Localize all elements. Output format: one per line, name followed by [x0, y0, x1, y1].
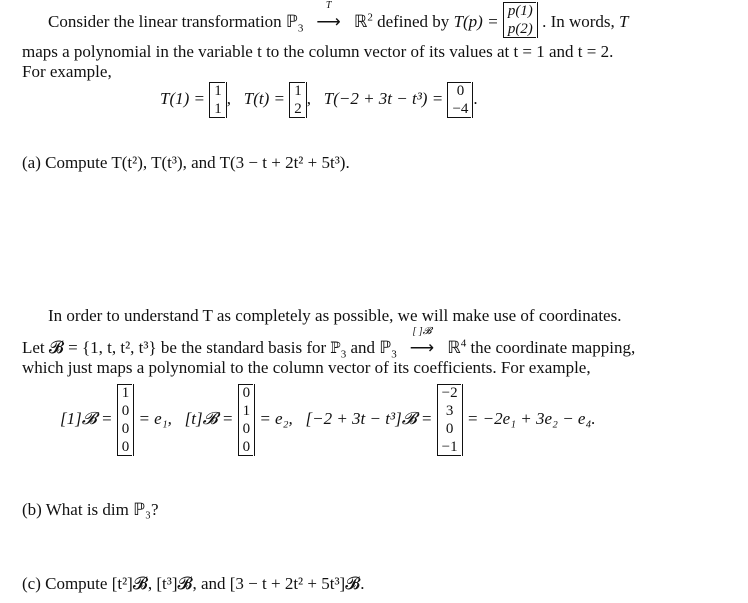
t-def-vector: [503, 2, 538, 38]
vec-entry: 0: [242, 439, 251, 455]
vec-entry: 2: [294, 101, 302, 117]
coords-text-d: the coordinate mapping,: [470, 338, 636, 357]
intro-t: T: [619, 11, 629, 31]
coord-example-2-lhs: [t]𝓑 =: [184, 408, 234, 428]
coord-examples-row: [60, 384, 596, 456]
coords-text-c: ℝ: [447, 338, 461, 357]
part-b: (b) What is dim ℙ₃?: [22, 500, 159, 519]
intro-sup: 2: [367, 11, 373, 24]
coords-line-3: which just maps a polynomial to the column vector of its coefficients. For example,: [22, 358, 591, 377]
example-1-lhs: T(1) =: [160, 88, 205, 108]
coord-example-3-vector: [437, 384, 463, 456]
vec-entry: 0: [456, 83, 465, 99]
coord-example-2-vector: [238, 384, 256, 456]
example-1-vector: [209, 82, 227, 118]
coords-sub: 3: [340, 348, 347, 361]
coord-example-3-lhs: [−2 + 3t − t³]𝓑 =: [305, 408, 433, 428]
transform-arrow: T ⟶: [308, 12, 350, 32]
intro-text-a: Consider the linear transformation ℙ: [48, 11, 298, 31]
coord-example-3-rhs: = −2e₁ + 3e₂ − e₄.: [466, 408, 596, 428]
coord-arrow: [ ]𝓑 ⟶: [401, 338, 443, 358]
vec-entry: 0: [242, 421, 251, 437]
coords-line-1: In order to understand T as completely as possible, we will make use of coordinates.: [48, 306, 622, 325]
arrow-label: T: [325, 0, 332, 11]
vec-entry: 0: [445, 421, 454, 437]
vec-entry: 1: [214, 101, 222, 117]
intro-text-b: ℝ: [353, 11, 368, 31]
coord-example-1-lhs: [1]𝓑 =: [60, 408, 113, 428]
examples-row: T(1) = 1 1 , T(t) = 1 2 , T(−2 + 3t − t³) = 0 −4 .: [160, 83, 478, 117]
vec-entry: −4: [452, 101, 469, 117]
vec-entry: 1: [121, 385, 130, 401]
coord-example-2-rhs: = e₂,: [259, 408, 293, 428]
arrow-label: [ ]𝓑: [412, 326, 432, 337]
coords-line-2: [22, 326, 636, 361]
vec-entry: −1: [441, 439, 458, 455]
vec-entry: 0: [242, 385, 251, 401]
vec-entry: 1: [214, 83, 222, 99]
coord-example-1-rhs: = e₁,: [138, 408, 172, 428]
example-3-vector: [447, 82, 473, 118]
vec-entry: 3: [445, 403, 454, 419]
example-3-lhs: T(−2 + 3t − t³) =: [323, 88, 444, 108]
vec-entry: 0: [121, 439, 130, 455]
intro-line-1: [48, 0, 629, 38]
example-2-lhs: T(t) =: [243, 88, 285, 108]
intro-line-3: For example,: [22, 62, 112, 81]
coords-sub: 3: [391, 348, 397, 361]
intro-sub: 3: [297, 22, 304, 35]
t-def-lhs: T(p) =: [453, 11, 499, 31]
vec-entry: 0: [121, 421, 130, 437]
intro-line-2: maps a polynomial in the variable t to the column vector of its values at t = 1 and t = 2.: [22, 42, 614, 61]
coords-sup: 4: [460, 337, 467, 350]
vec-entry: 1: [242, 403, 251, 419]
example-2-vector: [289, 82, 307, 118]
vec-entry: −2: [441, 385, 458, 401]
coords-text-b: and ℙ: [350, 338, 392, 357]
vec-entry: p(2): [507, 21, 533, 37]
part-a: (a) Compute T(t²), T(t³), and T(3 − t + 2t² + 5t³).: [22, 153, 350, 172]
coords-text-a: Let 𝓑 = {1, t, t², t³} be the standard basis for ℙ: [22, 338, 341, 357]
intro-text-c: defined by: [377, 11, 454, 31]
coord-example-1-vector: [117, 384, 135, 456]
vec-entry: 1: [294, 83, 302, 99]
part-c: (c) Compute [t²]𝓑, [t³]𝓑, and [3 − t + 2t² + 5t³]𝓑.: [22, 574, 365, 593]
vec-entry: p(1): [507, 3, 533, 19]
intro-text-d: . In words,: [542, 11, 620, 31]
vec-entry: 0: [121, 403, 130, 419]
